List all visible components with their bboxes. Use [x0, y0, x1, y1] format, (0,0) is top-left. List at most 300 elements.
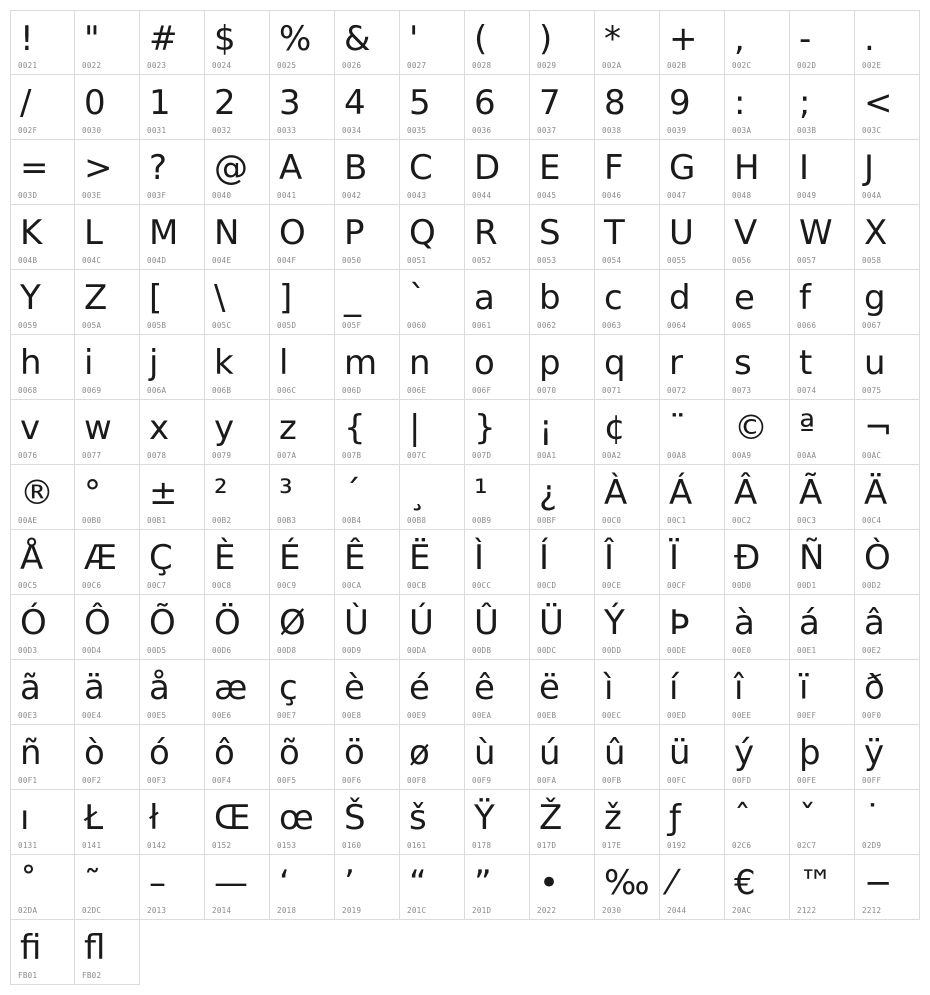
- glyph-character: \: [214, 278, 226, 318]
- glyph-cell[interactable]: [400, 400, 465, 465]
- glyph-cell[interactable]: [790, 790, 855, 855]
- glyph-cell[interactable]: [790, 595, 855, 660]
- glyph-cell[interactable]: [270, 465, 335, 530]
- glyph-codepoint: 00DA: [407, 646, 427, 655]
- glyph-cell[interactable]: [465, 140, 530, 205]
- glyph-cell[interactable]: [75, 400, 140, 465]
- glyph-cell[interactable]: [465, 725, 530, 790]
- glyph-codepoint: 00CF: [667, 581, 687, 590]
- glyph-cell[interactable]: [530, 400, 595, 465]
- glyph-character: ä: [84, 668, 105, 708]
- glyph-character: Ñ: [799, 538, 825, 578]
- glyph-codepoint: 0059: [18, 321, 38, 330]
- glyph-codepoint: 007A: [277, 451, 297, 460]
- glyph-cell[interactable]: [335, 205, 400, 270]
- glyph-codepoint: 00E9: [407, 711, 427, 720]
- glyph-character: ³: [279, 473, 293, 513]
- glyph-cell[interactable]: [790, 140, 855, 205]
- glyph-character: Y: [20, 278, 41, 318]
- glyph-codepoint: 00B3: [277, 516, 297, 525]
- glyph-cell[interactable]: [335, 270, 400, 335]
- glyph-cell[interactable]: [855, 335, 920, 400]
- glyph-character: F: [604, 148, 624, 188]
- glyph-cell[interactable]: [205, 205, 270, 270]
- glyph-codepoint: 02DA: [18, 906, 38, 915]
- glyph-cell[interactable]: [725, 205, 790, 270]
- glyph-cell[interactable]: [855, 790, 920, 855]
- glyph-cell[interactable]: [855, 725, 920, 790]
- glyph-cell[interactable]: [270, 855, 335, 920]
- glyph-cell[interactable]: [595, 270, 660, 335]
- glyph-codepoint: 0023: [147, 61, 167, 70]
- glyph-character: ;: [799, 83, 811, 123]
- glyph-codepoint: 0054: [602, 256, 622, 265]
- glyph-cell[interactable]: [595, 140, 660, 205]
- glyph-cell[interactable]: [660, 790, 725, 855]
- glyph-cell[interactable]: [270, 530, 335, 595]
- glyph-codepoint: 006B: [212, 386, 232, 395]
- glyph-cell[interactable]: [530, 270, 595, 335]
- glyph-cell[interactable]: [75, 205, 140, 270]
- glyph-cell[interactable]: [725, 660, 790, 725]
- glyph-character: m: [344, 343, 378, 383]
- glyph-cell[interactable]: [270, 790, 335, 855]
- glyph-cell[interactable]: [270, 400, 335, 465]
- glyph-cell[interactable]: [660, 335, 725, 400]
- glyph-cell[interactable]: [270, 725, 335, 790]
- glyph-cell[interactable]: [725, 530, 790, 595]
- glyph-codepoint: 00D5: [147, 646, 167, 655]
- glyph-cell[interactable]: [725, 790, 790, 855]
- glyph-cell[interactable]: [335, 335, 400, 400]
- glyph-character: G: [669, 148, 696, 188]
- glyph-character: Á: [669, 473, 693, 513]
- glyph-character: S: [539, 213, 561, 253]
- glyph-cell[interactable]: [660, 725, 725, 790]
- glyph-cell[interactable]: [790, 270, 855, 335]
- glyph-codepoint: 0047: [667, 191, 687, 200]
- glyph-cell[interactable]: [335, 10, 400, 75]
- glyph-cell[interactable]: [790, 400, 855, 465]
- glyph-cell[interactable]: [465, 855, 530, 920]
- glyph-cell[interactable]: [465, 530, 530, 595]
- glyph-cell[interactable]: [465, 465, 530, 530]
- glyph-cell[interactable]: [465, 790, 530, 855]
- glyph-cell[interactable]: [790, 335, 855, 400]
- glyph-cell[interactable]: [335, 660, 400, 725]
- glyph-character: =: [20, 148, 49, 188]
- glyph-cell[interactable]: [140, 335, 205, 400]
- glyph-cell[interactable]: [10, 75, 75, 140]
- glyph-codepoint: 0052: [472, 256, 492, 265]
- glyph-cell[interactable]: [595, 725, 660, 790]
- glyph-cell[interactable]: [205, 465, 270, 530]
- glyph-cell[interactable]: [855, 855, 920, 920]
- glyph-cell[interactable]: [530, 595, 595, 660]
- glyph-character: š: [409, 798, 427, 838]
- glyph-cell[interactable]: [10, 205, 75, 270]
- glyph-cell[interactable]: [465, 270, 530, 335]
- glyph-character: I: [799, 148, 810, 188]
- glyph-cell[interactable]: [10, 400, 75, 465]
- glyph-cell[interactable]: [335, 725, 400, 790]
- glyph-character: ‘: [279, 863, 290, 903]
- glyph-codepoint: 00DE: [667, 646, 687, 655]
- glyph-cell[interactable]: [725, 725, 790, 790]
- glyph-cell[interactable]: [75, 530, 140, 595]
- glyph-codepoint: 002F: [18, 126, 38, 135]
- glyph-cell[interactable]: [400, 335, 465, 400]
- glyph-cell[interactable]: [530, 205, 595, 270]
- glyph-character: n: [409, 343, 431, 383]
- glyph-character: “: [409, 863, 427, 903]
- glyph-cell[interactable]: [725, 10, 790, 75]
- glyph-cell[interactable]: [790, 465, 855, 530]
- glyph-character: ’: [344, 863, 355, 903]
- glyph-cell[interactable]: [855, 75, 920, 140]
- glyph-cell[interactable]: [725, 465, 790, 530]
- glyph-cell[interactable]: [530, 465, 595, 530]
- glyph-cell[interactable]: [335, 75, 400, 140]
- glyph-cell[interactable]: [660, 595, 725, 660]
- glyph-cell[interactable]: [400, 790, 465, 855]
- glyph-character: ž: [604, 798, 622, 838]
- glyph-cell[interactable]: [465, 595, 530, 660]
- glyph-cell[interactable]: [660, 140, 725, 205]
- glyph-codepoint: 00C1: [667, 516, 687, 525]
- glyph-cell[interactable]: [270, 660, 335, 725]
- glyph-cell[interactable]: [790, 10, 855, 75]
- glyph-cell[interactable]: [725, 400, 790, 465]
- glyph-codepoint: 2018: [277, 906, 297, 915]
- glyph-cell[interactable]: [75, 855, 140, 920]
- glyph-cell[interactable]: [75, 140, 140, 205]
- glyph-codepoint: 0161: [407, 841, 427, 850]
- glyph-cell[interactable]: [595, 660, 660, 725]
- glyph-cell[interactable]: [270, 140, 335, 205]
- glyph-grid: [10, 10, 920, 985]
- glyph-codepoint: 00C8: [212, 581, 232, 590]
- glyph-character: ï: [799, 668, 809, 708]
- glyph-cell[interactable]: [855, 530, 920, 595]
- glyph-cell[interactable]: [660, 660, 725, 725]
- glyph-codepoint: 004A: [862, 191, 882, 200]
- glyph-character: ú: [539, 733, 561, 773]
- glyph-cell[interactable]: [205, 660, 270, 725]
- glyph-cell[interactable]: [530, 790, 595, 855]
- glyph-codepoint: 0072: [667, 386, 687, 395]
- glyph-cell[interactable]: [400, 595, 465, 660]
- glyph-character: ²: [214, 473, 228, 513]
- glyph-cell[interactable]: [75, 920, 140, 985]
- glyph-cell[interactable]: [75, 790, 140, 855]
- glyph-codepoint: 0028: [472, 61, 492, 70]
- glyph-cell[interactable]: [75, 660, 140, 725]
- glyph-cell[interactable]: [140, 400, 205, 465]
- glyph-cell[interactable]: [10, 530, 75, 595]
- glyph-cell[interactable]: [530, 140, 595, 205]
- glyph-cell[interactable]: [530, 335, 595, 400]
- glyph-cell[interactable]: [400, 855, 465, 920]
- glyph-cell[interactable]: [140, 660, 205, 725]
- glyph-cell[interactable]: [400, 75, 465, 140]
- glyph-cell[interactable]: [595, 205, 660, 270]
- glyph-cell[interactable]: [140, 855, 205, 920]
- glyph-cell[interactable]: [790, 660, 855, 725]
- glyph-codepoint: 005A: [82, 321, 102, 330]
- glyph-character: °: [84, 473, 101, 513]
- glyph-cell[interactable]: [595, 530, 660, 595]
- glyph-cell[interactable]: [465, 660, 530, 725]
- glyph-character: Õ: [149, 603, 176, 643]
- glyph-character: í: [669, 668, 679, 708]
- glyph-character: ý: [734, 733, 755, 773]
- glyph-cell[interactable]: [75, 75, 140, 140]
- glyph-cell[interactable]: [465, 75, 530, 140]
- glyph-codepoint: 0131: [18, 841, 38, 850]
- glyph-cell[interactable]: [660, 205, 725, 270]
- glyph-cell[interactable]: [140, 790, 205, 855]
- glyph-codepoint: 00F0: [862, 711, 882, 720]
- glyph-cell[interactable]: [140, 140, 205, 205]
- glyph-cell[interactable]: [75, 10, 140, 75]
- glyph-cell[interactable]: [595, 595, 660, 660]
- glyph-character: 4: [344, 83, 366, 123]
- glyph-cell[interactable]: [205, 400, 270, 465]
- glyph-cell[interactable]: [10, 790, 75, 855]
- glyph-cell[interactable]: [725, 855, 790, 920]
- glyph-codepoint: 00C9: [277, 581, 297, 590]
- glyph-character: è: [344, 668, 365, 708]
- glyph-character: v: [20, 408, 41, 448]
- glyph-cell[interactable]: [400, 530, 465, 595]
- glyph-codepoint: 2022: [537, 906, 557, 915]
- glyph-cell[interactable]: [75, 335, 140, 400]
- glyph-cell[interactable]: [400, 140, 465, 205]
- glyph-codepoint: 004F: [277, 256, 297, 265]
- glyph-cell[interactable]: [790, 725, 855, 790]
- glyph-cell[interactable]: [140, 725, 205, 790]
- glyph-cell[interactable]: [595, 335, 660, 400]
- glyph-codepoint: 00CD: [537, 581, 557, 590]
- glyph-cell[interactable]: [205, 140, 270, 205]
- glyph-cell[interactable]: [660, 465, 725, 530]
- glyph-cell[interactable]: [270, 205, 335, 270]
- glyph-character: ł: [149, 798, 159, 838]
- glyph-codepoint: 0062: [537, 321, 557, 330]
- glyph-cell[interactable]: [855, 140, 920, 205]
- glyph-cell[interactable]: [10, 920, 75, 985]
- glyph-cell[interactable]: [10, 465, 75, 530]
- glyph-character: 0: [84, 83, 106, 123]
- glyph-cell[interactable]: [465, 335, 530, 400]
- glyph-cell[interactable]: [790, 530, 855, 595]
- glyph-cell[interactable]: [725, 270, 790, 335]
- glyph-cell[interactable]: [140, 595, 205, 660]
- glyph-cell[interactable]: [140, 205, 205, 270]
- glyph-cell[interactable]: [595, 855, 660, 920]
- glyph-cell[interactable]: [205, 335, 270, 400]
- glyph-codepoint: 00CB: [407, 581, 427, 590]
- glyph-cell[interactable]: [10, 660, 75, 725]
- glyph-cell[interactable]: [10, 270, 75, 335]
- glyph-cell[interactable]: [725, 140, 790, 205]
- glyph-cell[interactable]: [400, 465, 465, 530]
- glyph-character: @: [214, 148, 248, 188]
- glyph-cell[interactable]: [140, 270, 205, 335]
- glyph-cell[interactable]: [790, 855, 855, 920]
- glyph-character: ˆ: [734, 798, 751, 838]
- glyph-cell[interactable]: [335, 790, 400, 855]
- glyph-cell[interactable]: [75, 595, 140, 660]
- glyph-cell[interactable]: [725, 335, 790, 400]
- glyph-cell[interactable]: [205, 270, 270, 335]
- glyph-codepoint: 00AE: [18, 516, 38, 525]
- glyph-cell[interactable]: [400, 10, 465, 75]
- glyph-character: Ø: [279, 603, 306, 643]
- glyph-cell[interactable]: [855, 400, 920, 465]
- glyph-codepoint: 02D9: [862, 841, 882, 850]
- glyph-cell[interactable]: [725, 75, 790, 140]
- glyph-cell[interactable]: [140, 75, 205, 140]
- glyph-cell[interactable]: [530, 855, 595, 920]
- glyph-codepoint: 00E6: [212, 711, 232, 720]
- glyph-cell[interactable]: [270, 335, 335, 400]
- glyph-cell[interactable]: [855, 270, 920, 335]
- glyph-cell[interactable]: [205, 530, 270, 595]
- glyph-character: 1: [149, 83, 171, 123]
- glyph-cell[interactable]: [75, 725, 140, 790]
- glyph-codepoint: 00C3: [797, 516, 817, 525]
- glyph-character: î: [734, 668, 744, 708]
- glyph-cell[interactable]: [855, 10, 920, 75]
- glyph-cell[interactable]: [530, 75, 595, 140]
- glyph-codepoint: 00E5: [147, 711, 167, 720]
- glyph-character: õ: [279, 733, 300, 773]
- glyph-cell[interactable]: [10, 725, 75, 790]
- glyph-cell[interactable]: [270, 270, 335, 335]
- glyph-cell[interactable]: [855, 465, 920, 530]
- glyph-character: K: [20, 213, 43, 253]
- glyph-cell[interactable]: [205, 725, 270, 790]
- glyph-cell[interactable]: [335, 400, 400, 465]
- glyph-cell[interactable]: [530, 10, 595, 75]
- glyph-cell[interactable]: [270, 75, 335, 140]
- glyph-cell[interactable]: [10, 595, 75, 660]
- glyph-cell[interactable]: [660, 75, 725, 140]
- glyph-character: Ë: [409, 538, 431, 578]
- glyph-cell[interactable]: [530, 660, 595, 725]
- glyph-codepoint: 00B0: [82, 516, 102, 525]
- glyph-cell[interactable]: [10, 335, 75, 400]
- glyph-cell[interactable]: [400, 205, 465, 270]
- glyph-character: O: [279, 213, 306, 253]
- glyph-cell[interactable]: [140, 530, 205, 595]
- glyph-character: ¹: [474, 473, 488, 513]
- glyph-codepoint: 00FA: [537, 776, 557, 785]
- glyph-cell[interactable]: [660, 270, 725, 335]
- glyph-cell[interactable]: [10, 140, 75, 205]
- glyph-cell[interactable]: [465, 400, 530, 465]
- glyph-codepoint: 007B: [342, 451, 362, 460]
- glyph-character: ˚: [20, 863, 37, 903]
- glyph-character: w: [84, 408, 112, 448]
- glyph-cell[interactable]: [725, 595, 790, 660]
- glyph-codepoint: 0040: [212, 191, 232, 200]
- glyph-cell[interactable]: [270, 595, 335, 660]
- glyph-character: i: [84, 343, 94, 383]
- glyph-codepoint: 0077: [82, 451, 102, 460]
- glyph-cell[interactable]: [140, 465, 205, 530]
- glyph-cell[interactable]: [595, 465, 660, 530]
- glyph-cell[interactable]: [335, 140, 400, 205]
- glyph-cell[interactable]: [335, 855, 400, 920]
- glyph-codepoint: 0073: [732, 386, 752, 395]
- glyph-cell[interactable]: [400, 270, 465, 335]
- glyph-codepoint: 00F9: [472, 776, 492, 785]
- glyph-cell[interactable]: [530, 530, 595, 595]
- glyph-cell[interactable]: [335, 465, 400, 530]
- glyph-character: J: [864, 148, 875, 188]
- glyph-cell[interactable]: [595, 400, 660, 465]
- glyph-cell[interactable]: [465, 10, 530, 75]
- glyph-character: ø: [409, 733, 430, 773]
- glyph-cell[interactable]: [400, 660, 465, 725]
- glyph-cell[interactable]: [205, 790, 270, 855]
- glyph-cell[interactable]: [660, 530, 725, 595]
- glyph-codepoint: 201D: [472, 906, 492, 915]
- glyph-character: ó: [149, 733, 170, 773]
- glyph-cell[interactable]: [595, 75, 660, 140]
- glyph-cell[interactable]: [660, 10, 725, 75]
- glyph-character: ,: [734, 19, 745, 59]
- glyph-cell[interactable]: [10, 855, 75, 920]
- glyph-cell[interactable]: [855, 595, 920, 660]
- glyph-codepoint: 2044: [667, 906, 687, 915]
- glyph-cell[interactable]: [270, 10, 335, 75]
- glyph-cell[interactable]: [660, 855, 725, 920]
- glyph-cell[interactable]: [205, 595, 270, 660]
- glyph-cell[interactable]: [530, 725, 595, 790]
- glyph-cell[interactable]: [205, 855, 270, 920]
- glyph-cell[interactable]: [855, 660, 920, 725]
- glyph-cell[interactable]: [140, 10, 205, 75]
- glyph-cell[interactable]: [855, 205, 920, 270]
- glyph-cell[interactable]: [10, 10, 75, 75]
- glyph-cell[interactable]: [790, 75, 855, 140]
- glyph-cell[interactable]: [75, 270, 140, 335]
- glyph-cell[interactable]: [400, 725, 465, 790]
- glyph-character: ç: [279, 668, 298, 708]
- glyph-character: ': [409, 19, 419, 59]
- glyph-cell[interactable]: [205, 75, 270, 140]
- glyph-character: ©: [734, 408, 768, 448]
- glyph-codepoint: 006C: [277, 386, 297, 395]
- glyph-cell[interactable]: [660, 400, 725, 465]
- glyph-codepoint: 004C: [82, 256, 102, 265]
- glyph-cell[interactable]: [75, 465, 140, 530]
- glyph-codepoint: 0050: [342, 256, 362, 265]
- glyph-cell[interactable]: [595, 10, 660, 75]
- glyph-cell[interactable]: [335, 530, 400, 595]
- glyph-cell[interactable]: [595, 790, 660, 855]
- glyph-cell[interactable]: [205, 10, 270, 75]
- glyph-cell[interactable]: [465, 205, 530, 270]
- glyph-codepoint: 0032: [212, 126, 232, 135]
- glyph-cell[interactable]: [790, 205, 855, 270]
- glyph-character: :: [734, 83, 746, 123]
- glyph-cell[interactable]: [335, 595, 400, 660]
